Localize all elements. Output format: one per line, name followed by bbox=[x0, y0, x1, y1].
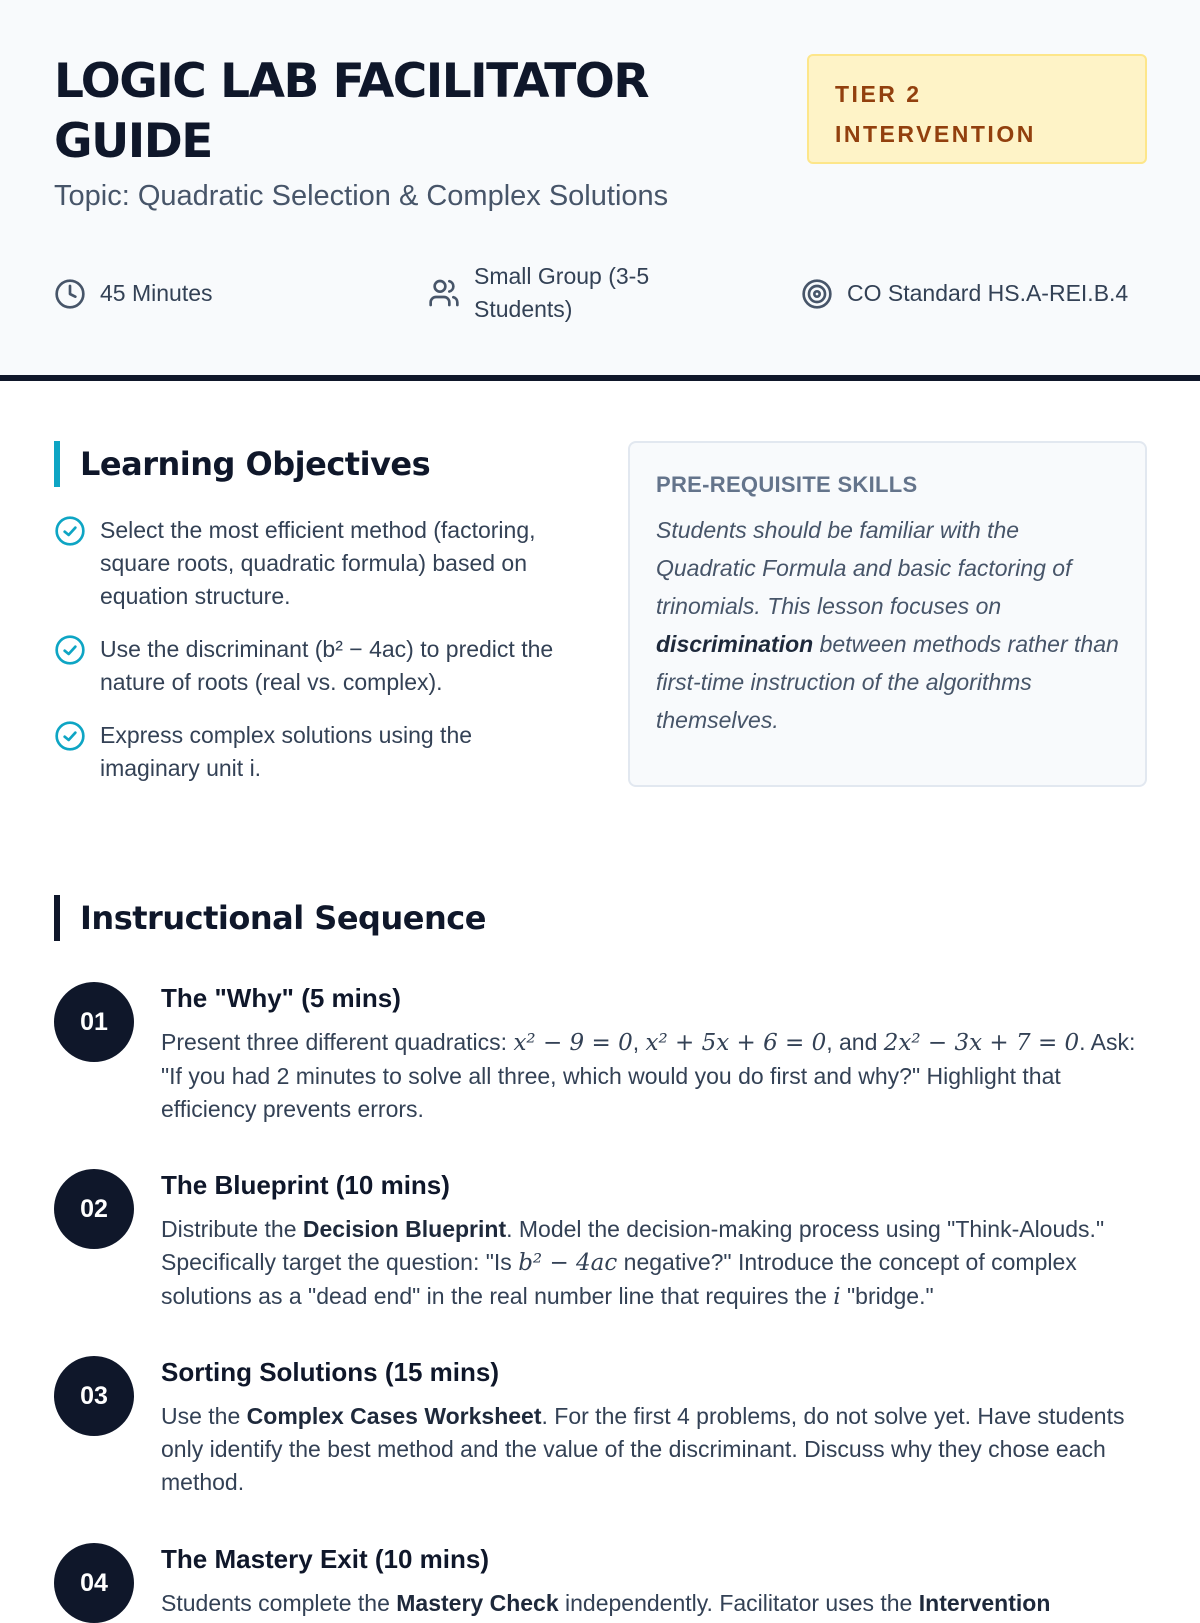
step-text: , bbox=[632, 1029, 646, 1055]
prerequisite-title: PRE-REQUISITE SKILLS bbox=[656, 472, 918, 497]
step-text: Use the bbox=[161, 1403, 247, 1429]
step-text: negative?" Introduce the concept of complex solutions as a "dead end" in the real number line that requires the bbox=[161, 1249, 1077, 1309]
meta-standard bbox=[801, 277, 1128, 310]
heading-accent-bar bbox=[54, 895, 60, 941]
page-subtitle: Topic: Quadratic Selection & Complex Solutions bbox=[54, 180, 669, 212]
objectives-list bbox=[54, 514, 574, 805]
meta-group-size bbox=[428, 260, 728, 326]
sequence-heading bbox=[54, 895, 486, 941]
prerequisite-text-part: Students should be familiar with the Quadratic Formula and basic factoring of trinomials. This lesson focuses on bbox=[656, 517, 1072, 619]
math-expression: x² + 5x + 6 = 0 bbox=[645, 1030, 827, 1056]
step-text: Distribute the bbox=[161, 1216, 303, 1242]
objective-text: Select the most efficient method (factoring, square roots, quadratic formula) based on equation structure. bbox=[100, 517, 536, 609]
prerequisite-text-part: between methods rather than first-time instruction of the algorithms themselves. bbox=[656, 631, 1119, 733]
step-number: 02 bbox=[54, 1169, 134, 1249]
math-expression: 2x² − 3x + 7 = 0 bbox=[883, 1030, 1080, 1056]
objective-item bbox=[54, 514, 574, 613]
meta-group-text: Small Group (3-5 Students) bbox=[474, 263, 650, 322]
step-title: Sorting Solutions (15 mins) bbox=[161, 1357, 500, 1387]
objective-item bbox=[54, 719, 574, 785]
check-circle-icon bbox=[54, 634, 86, 666]
step-title: The "Why" (5 mins) bbox=[161, 983, 401, 1013]
step-text: . Model the decision-making process using "Think-Alouds." Specifically target the question: "Is bbox=[161, 1216, 1105, 1275]
step-text: independently. Facilitator uses the bbox=[558, 1590, 919, 1616]
resource-name: Complex Cases Worksheet bbox=[246, 1403, 542, 1429]
step-number: 03 bbox=[54, 1356, 134, 1436]
step-body bbox=[161, 1213, 1151, 1314]
math-expression: x² − 9 = 0 bbox=[513, 1030, 633, 1056]
step-text: Students complete the bbox=[161, 1590, 397, 1616]
step-body bbox=[161, 1587, 1151, 1620]
math-expression: i bbox=[833, 1284, 841, 1310]
page-header bbox=[0, 0, 1200, 381]
objectives-heading-text: Learning Objectives bbox=[80, 445, 431, 483]
prerequisite-emphasis: discrimination bbox=[656, 631, 814, 657]
step-number: 01 bbox=[54, 982, 134, 1062]
check-circle-icon bbox=[54, 720, 86, 752]
math-expression: b² − 4ac bbox=[518, 1250, 618, 1276]
sequence-heading-text: Instructional Sequence bbox=[80, 899, 486, 937]
step-text: , and bbox=[826, 1029, 884, 1055]
step-text: "bridge." bbox=[840, 1283, 934, 1309]
objectives-heading bbox=[54, 441, 430, 487]
objective-text: Express complex solutions using the imaginary unit i. bbox=[100, 722, 473, 781]
meta-duration-text: 45 Minutes bbox=[100, 280, 213, 306]
step-number: 04 bbox=[54, 1543, 134, 1623]
heading-accent-bar bbox=[54, 441, 60, 487]
meta-duration bbox=[54, 277, 213, 310]
target-icon bbox=[801, 278, 833, 310]
step-body bbox=[161, 1400, 1151, 1499]
check-circle-icon bbox=[54, 515, 86, 547]
meta-standard-text: CO Standard HS.A-REI.B.4 bbox=[847, 280, 1129, 306]
step-text: . Ask: "If you had 2 minutes to solve all three, which would you do first and why?" Highlight that efficiency prevents errors. bbox=[161, 1029, 1136, 1122]
prerequisite-text bbox=[656, 511, 1119, 739]
clock-icon bbox=[54, 278, 86, 310]
prerequisite-box bbox=[628, 441, 1147, 787]
objective-item bbox=[54, 633, 574, 699]
step-text: . For the first 4 problems, do not solve yet. Have students only identify the best method and the value of the discriminant. Discuss why they chose each method. bbox=[161, 1403, 1125, 1495]
users-icon bbox=[428, 277, 460, 309]
resource-name: Decision Blueprint bbox=[302, 1216, 507, 1242]
step-title: The Blueprint (10 mins) bbox=[161, 1170, 450, 1200]
step-text: Present three different quadratics: bbox=[161, 1029, 514, 1055]
page-title: LOGIC LAB FACILITATOR GUIDE bbox=[54, 54, 649, 169]
objective-text: Use the discriminant (b² − 4ac) to predict the nature of roots (real vs. complex). bbox=[100, 636, 554, 695]
step-title: The Mastery Exit (10 mins) bbox=[161, 1544, 489, 1574]
step-body bbox=[161, 1026, 1151, 1126]
tier-badge: TIER 2 INTERVENTION bbox=[807, 54, 1147, 164]
resource-name: Intervention bbox=[918, 1590, 1051, 1616]
resource-name: Mastery Check bbox=[396, 1590, 559, 1616]
